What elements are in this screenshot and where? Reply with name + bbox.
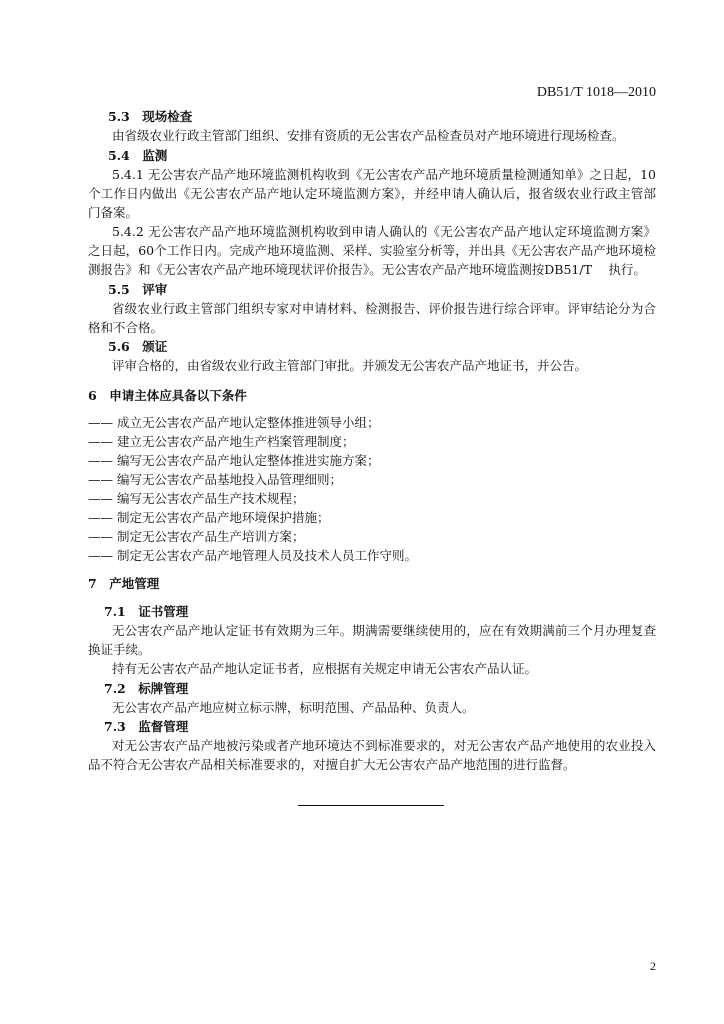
heading-5-3: 5.3 现场检查	[108, 109, 193, 124]
paragraph-5-5-line-2: 格和不合格。	[88, 320, 164, 335]
end-rule	[298, 805, 444, 806]
heading-5-5: 5.5 评审	[108, 282, 168, 297]
heading-7: 7 产地管理	[88, 576, 160, 591]
paragraph-5-4-1-line-3: 门备案。	[88, 205, 139, 220]
list-item: —— 制定无公害农产品产地管理人员及技术人员工作守则。	[88, 548, 417, 563]
paragraph-5-4-2-line-3: 测报告》和《无公害农产品产地环境现状评价报告》。无公害农产品产地环境监测按DB51/T 执行。	[88, 262, 646, 277]
heading-6: 6 申请主体应具备以下条件	[88, 388, 247, 403]
paragraph-5-6: 评审合格的，由省级农业行政主管部门审批。并颁发无公害农产品产地证书，并公告。	[112, 358, 588, 373]
paragraph-5-4-2-line-2: 之日起，60个工作日内。完成产地环境监测、采样、实验室分析等，并出具《无公害农产品产地环境检	[88, 243, 656, 258]
paragraph-5-4-1-line-1: 5.4.1 无公害农产品产地环境监测机构收到《无公害农产品产地环境质量检测通知单》之日起，10	[112, 167, 656, 182]
page-number: 2	[650, 959, 656, 973]
paragraph-5-3: 由省级农业行政主管部门组织、安排有资质的无公害农产品检查员对产地环境进行现场检查。	[112, 128, 625, 143]
list-item: —— 成立无公害农产品产地认定整体推进领导小组；	[88, 415, 380, 430]
paragraph-7-2: 无公害农产品产地应树立标示牌，标明范围、产品品种、负责人。	[112, 700, 475, 715]
paragraph-7-3-line-2: 品不符合无公害农产品相关标准要求的，对擅自扩大无公害农产品产地范围的进行监督。	[88, 757, 576, 772]
paragraph-7-3-line-1: 对无公害农产品产地被污染或者产地环境达不到标准要求的，对无公害农产品产地使用的农业投入	[112, 738, 656, 753]
list-item: —— 制定无公害农产品产地环境保护措施；	[88, 510, 330, 525]
document-code: DB51/T 1018—2010	[536, 85, 656, 100]
paragraph-7-1-line-2: 换证手续。	[88, 642, 151, 657]
paragraph-7-1-second: 持有无公害农产品产地认定证书者，应根据有关规定申请无公害农产品认证。	[112, 661, 538, 676]
list-item: —— 制定无公害农产品生产培训方案；	[88, 529, 305, 544]
heading-7-1: 7.1 证书管理	[104, 604, 189, 619]
paragraph-5-4-1-line-2: 个工作日内做出《无公害农产品产地认定环境监测方案》，并经申请人确认后，报省级农业行政主管部	[88, 186, 656, 201]
heading-7-2: 7.2 标牌管理	[104, 681, 189, 696]
heading-5-6: 5.6 颁证	[108, 339, 168, 354]
list-item: —— 编写无公害农产品产地认定整体推进实施方案；	[88, 453, 380, 468]
list-item: —— 编写无公害农产品基地投入品管理细则；	[88, 472, 342, 487]
list-item: —— 建立无公害农产品产地生产档案管理制度；	[88, 434, 355, 449]
paragraph-5-5-line-1: 省级农业行政主管部门组织专家对申请材料、检测报告、评价报告进行综合评审。评审结论分为合	[112, 301, 656, 316]
paragraph-7-1-line-1: 无公害农产品产地认定证书有效期为三年。期满需要继续使用的，应在有效期满前三个月办理复查	[112, 623, 656, 638]
list-item: —— 编写无公害农产品生产技术规程；	[88, 491, 305, 506]
heading-5-4: 5.4 监测	[108, 148, 168, 163]
heading-7-3: 7.3 监督管理	[104, 719, 189, 734]
paragraph-5-4-2-line-1: 5.4.2 无公害农产品产地环境监测机构收到申请人确认的《无公害农产品产地认定环境监测方案》	[112, 224, 656, 239]
